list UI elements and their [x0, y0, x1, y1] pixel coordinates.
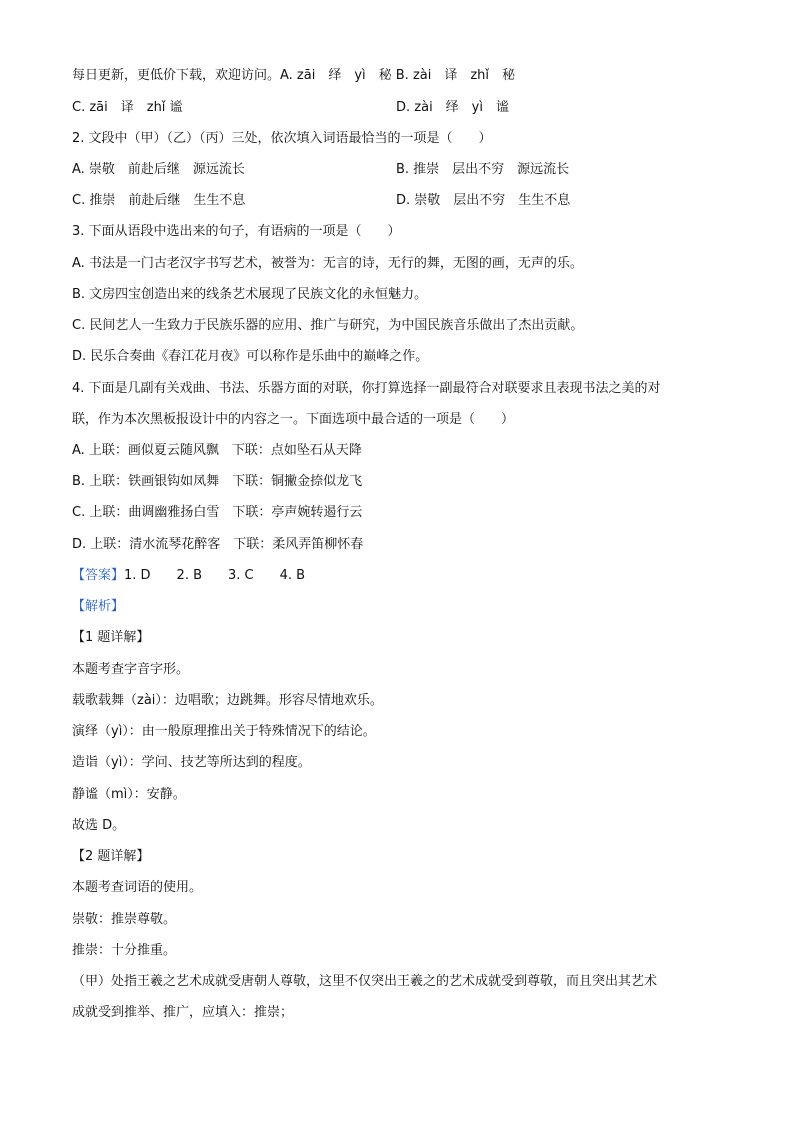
option-a: A. 书法是一门古老汉字书写艺术，被誉为：无言的诗，无行的舞，无图的画，无声的乐。	[72, 256, 583, 271]
paragraph: 成就受到推举、推广，应填入：推崇；	[72, 1005, 294, 1020]
option-a: A. 上联：画似夏云随风飘 下联：点如坠石从天降	[72, 443, 362, 458]
answer-values: 1. D 2. B 3. C 4. B	[124, 568, 306, 583]
answer-tag: 【答案】	[72, 568, 125, 583]
option-d: D. 崇敬 层出不穷 生生不息	[396, 193, 571, 208]
option-c: C. 推崇 前赴后继 生生不息	[72, 193, 246, 208]
question-4-continued: 联，作为本次黑板报设计中的内容之一。下面选项中最合适的一项是（ ）	[72, 412, 515, 427]
option-d: D. 民乐合奏曲《春江花月夜》可以称作是乐曲中的巅峰之作。	[72, 349, 429, 364]
section-heading: 【1 题详解】	[72, 630, 150, 645]
option-b: B. 上联：铁画银钩如凤舞 下联：铜撇金捺似龙飞	[72, 474, 363, 489]
option-b: B. 文房四宝创造出来的线条艺术展现了民族文化的永恒魅力。	[72, 287, 428, 302]
paragraph: 造诣（yì）：学问、技艺等所达到的程度。	[72, 755, 311, 770]
paragraph: （甲）处指王羲之艺术成就受唐朝人尊敬，这里不仅突出王羲之的艺术成就受到尊敬，而且突出其艺术	[72, 974, 658, 989]
paragraph: 崇敬：推崇尊敬。	[72, 912, 177, 927]
paragraph: 本题考查字音字形。	[72, 662, 190, 677]
paragraph: 载歌载舞（zài）：边唱歌；边跳舞。形容尽情地欢乐。	[72, 693, 383, 708]
paragraph: 演绎（yì）：由一般原理推出关于特殊情况下的结论。	[72, 724, 376, 739]
option-c: C. 上联：曲调幽雅扬白雪 下联：亭声婉转遏行云	[72, 505, 363, 520]
analysis-tag: 【解析】	[72, 599, 125, 614]
question-3: 3. 下面从语段中选出来的句子，有语病的一项是（ ）	[72, 224, 401, 239]
paragraph: 故选 D。	[72, 818, 126, 833]
text-line: 每日更新，更低价下载，欢迎访问。A. zāi 绎 yì 秘 B. zài 译 zhǐ 秘	[72, 68, 516, 83]
option-c: C. zāi 译 zhǐ 谧	[72, 100, 183, 115]
question-4: 4. 下面是几副有关戏曲、书法、乐器方面的对联，你打算选择一副最符合对联要求且表现书法之美的对	[72, 381, 661, 396]
section-heading: 【2 题详解】	[72, 849, 150, 864]
paragraph: 本题考查词语的使用。	[72, 880, 203, 895]
paragraph: 静谧（mì）：安静。	[72, 787, 186, 802]
question-2: 2. 文段中（甲）（乙）（丙）三处，依次填入词语最恰当的一项是（ ）	[72, 131, 492, 146]
option-a: A. 崇敬 前赴后继 源远流长	[72, 162, 245, 177]
option-c: C. 民间艺人一生致力于民族乐器的应用、推广与研究，为中国民族音乐做出了杰出贡献。	[72, 318, 584, 333]
paragraph: 推崇：十分推重。	[72, 943, 177, 958]
answer-line	[72, 566, 305, 586]
option-b: B. 推崇 层出不穷 源远流长	[396, 162, 570, 177]
option-d: D. 上联：清水流琴花醉客 下联：柔风弄笛柳怀春	[72, 537, 364, 552]
option-d: D. zài 绎 yì 谧	[396, 100, 509, 115]
